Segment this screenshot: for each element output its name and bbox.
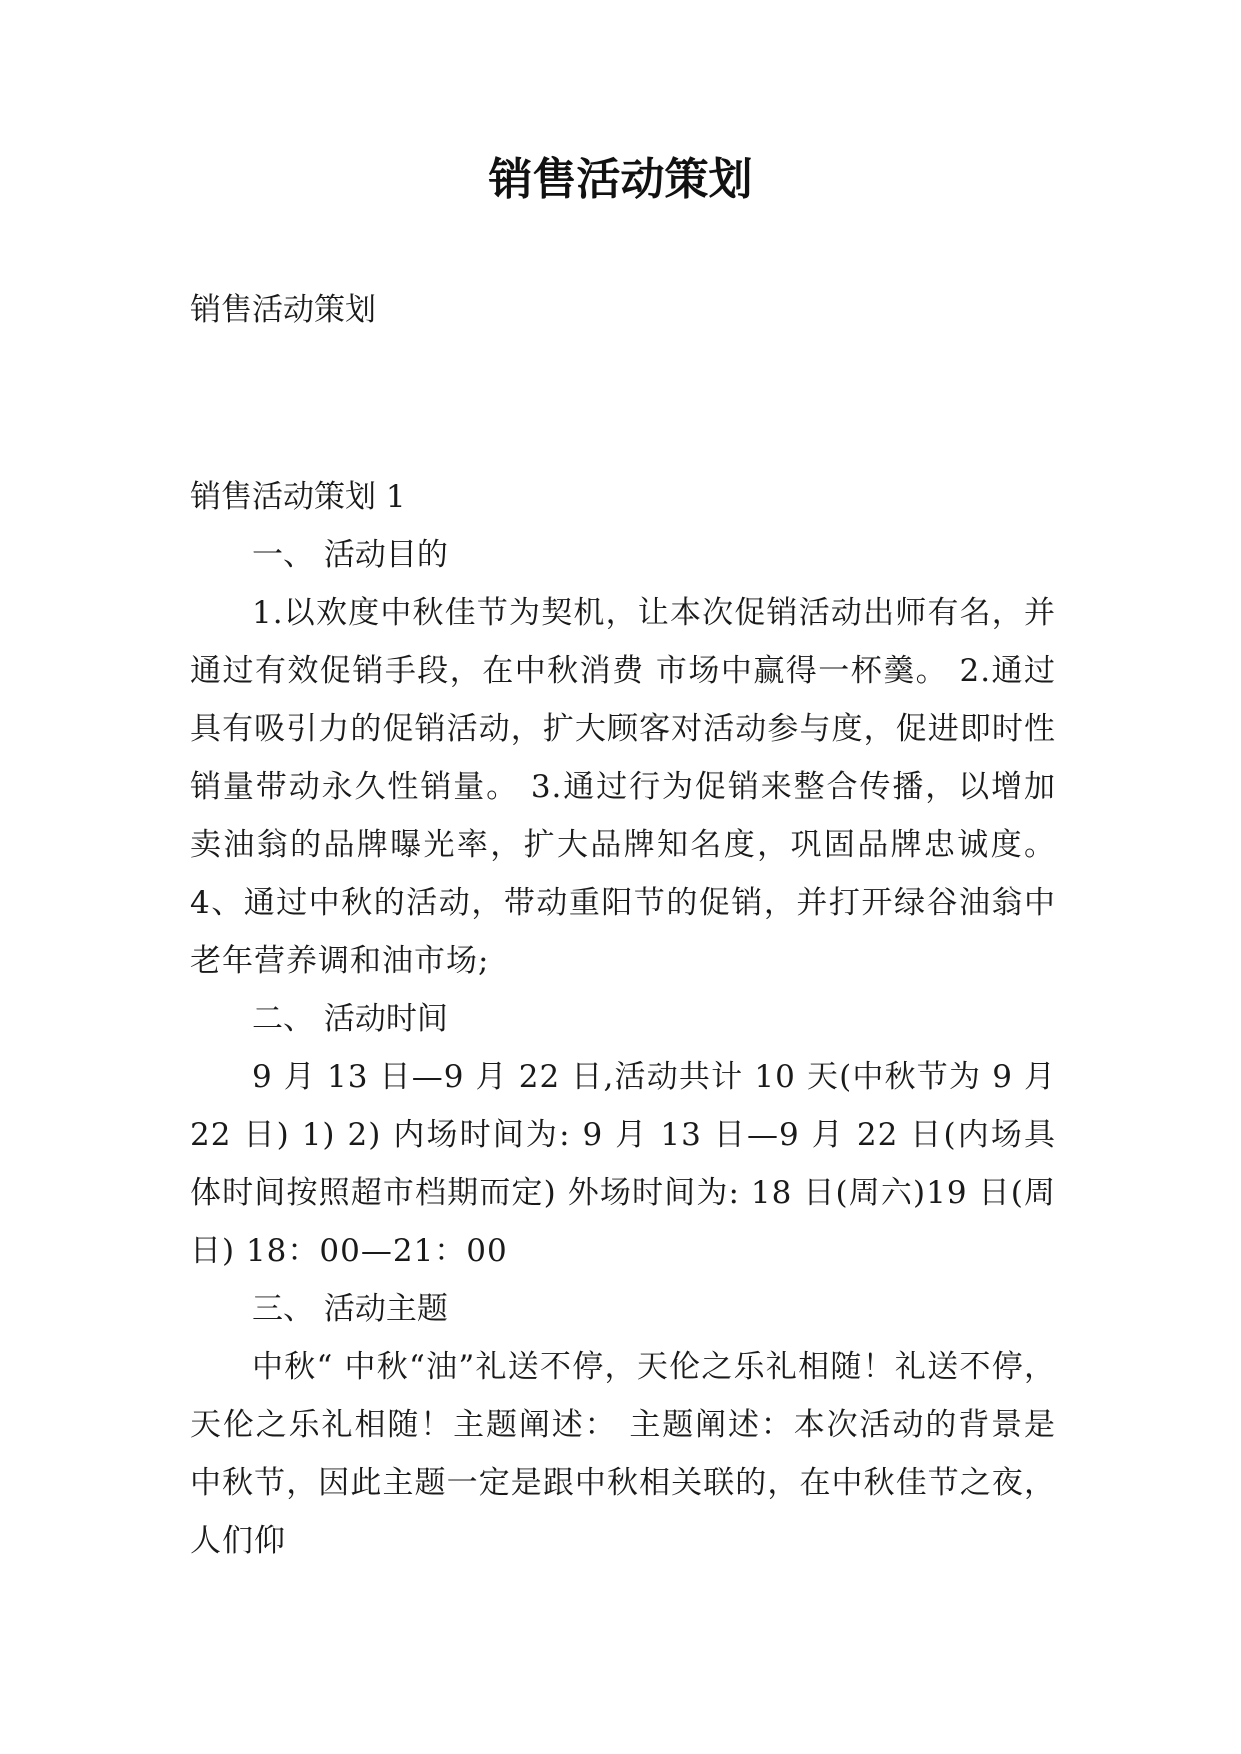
document-body <box>190 468 1056 1570</box>
heading-activity-theme: 三、 活动主题 <box>252 1291 448 1327</box>
heading-activity-time: 二、 活动时间 <box>252 1001 448 1037</box>
paragraph-activity-theme: 中秋“ 中秋“油”礼送不停，天伦之乐礼相随！礼送不停，天伦之乐礼相随！主题阐述： 主题阐述：本次活动的背景是中秋节，因此主题一定是跟中秋相关联的，在中秋佳节之夜，人们仰 <box>190 1349 1056 1559</box>
document-title: 销售活动策划 <box>488 154 753 205</box>
paragraph-activity-purpose: 1.以欢度中秋佳节为契机，让本次促销活动出师有名，并通过有效促销手段，在中秋消费 市场中赢得一杯羹。 2.通过具有吸引力的促销活动，扩大顾客对活动参与度，促进即时性销量带动永久性销量。 3.通过行为促销来整合传播，以增加卖油翁的品牌曝光率，扩大品牌知名度，巩固品牌忠诚度。 4、通过中秋的活动，带动重阳节的促销，并打开绿谷油翁中老年营养调和油市场; <box>190 595 1056 979</box>
document-subtitle: 销售活动策划 <box>190 292 376 328</box>
paragraph-activity-time: 9 月 13 日—9 月 22 日,活动共计 10 天(中秋节为 9 月 22 日) 1) 2) 内场时间为: 9 月 13 日—9 月 22 日(内场具体时间按照超市档期而定) 外场时间为: 18 日(周六)19 日(周日) 18：00—21：00 <box>190 1059 1056 1269</box>
heading-activity-purpose: 一、 活动目的 <box>252 537 448 573</box>
section-title: 销售活动策划 1 <box>190 479 406 515</box>
